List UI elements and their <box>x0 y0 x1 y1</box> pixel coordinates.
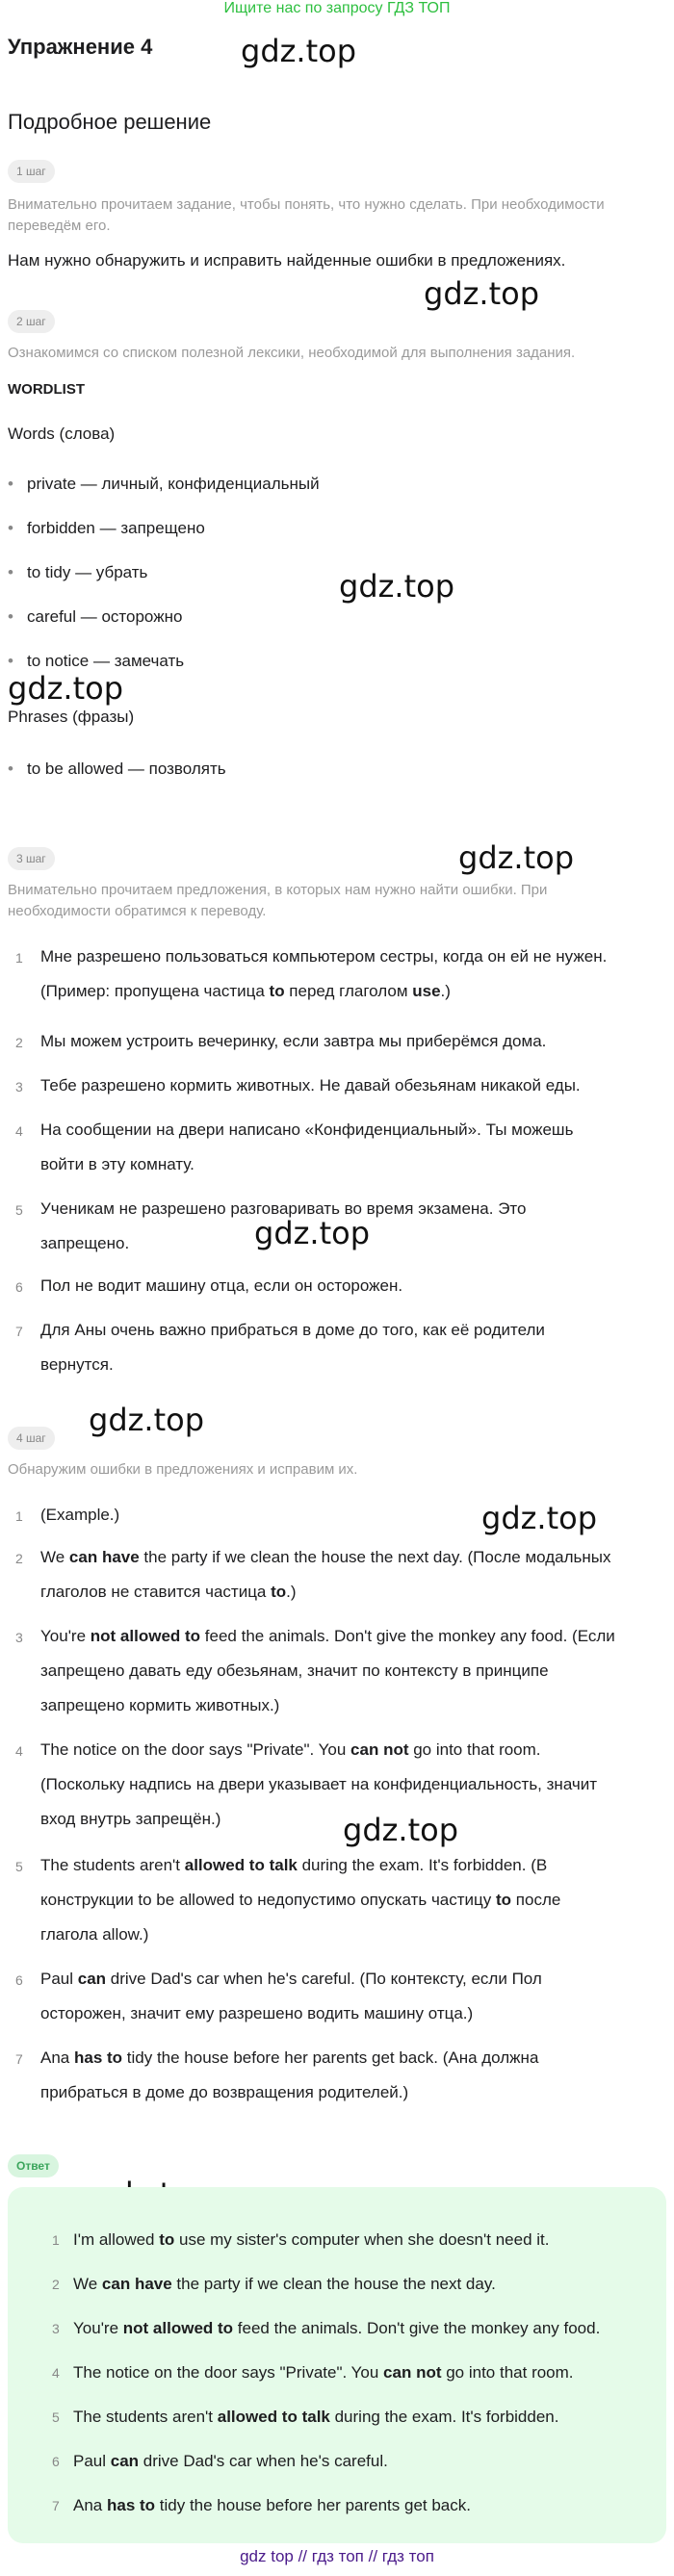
watermark: gdz.top <box>458 839 575 876</box>
top-banner[interactable]: Ищите нас по запросу ГДЗ ТОП <box>223 0 451 16</box>
phrases-label: Phrases (фразы) <box>8 708 135 726</box>
answer-item: The notice on the door says "Private". You can not go into that room. <box>73 2363 574 2382</box>
list-item: The notice on the door says "Private". You can not go into that room. (Поскольку надпись на двери указывает на конфиденциальность, значит вход внутрь запрещён.) <box>40 1740 598 1828</box>
list-item: Тебе разрешено кормить животных. Не давай обезьянам никакой еды. <box>40 1076 581 1095</box>
answer-chip: Ответ <box>8 2154 59 2177</box>
list-item: • to notice — замечать <box>27 649 184 674</box>
item-number: 6 <box>15 1279 23 1295</box>
item-number: 2 <box>15 1551 23 1566</box>
answer-item: I'm allowed to use my sister's computer when she doesn't need it. <box>73 2230 550 2249</box>
list-item: • private — личный, конфиденциальный <box>27 472 320 497</box>
step-hint: необходимости обратимся к переводу. <box>8 903 267 919</box>
item-number: 1 <box>15 950 23 966</box>
watermark: gdz.top <box>339 568 455 605</box>
list-item: The students aren't allowed to talk during the exam. It's forbidden. (В конструкции to be allowed to недопустимо опускать частицу to после глагола allow.) <box>40 1856 561 1944</box>
item-number: 5 <box>15 1202 23 1218</box>
step-hint: Обнаружим ошибки в предложениях и исправим их. <box>8 1461 358 1478</box>
list-item: Пол не водит машину отца, если он осторожен. <box>40 1276 403 1295</box>
watermark: gdz.top <box>481 1500 598 1536</box>
item-number: 7 <box>15 1324 23 1339</box>
list-item: • careful — осторожно <box>27 605 182 630</box>
step-hint: Внимательно прочитаем предложения, в которых нам нужно найти ошибки. При <box>8 882 548 898</box>
item-number: 7 <box>15 2051 23 2067</box>
item-number: 2 <box>52 2277 60 2292</box>
item-number: 4 <box>15 1743 23 1759</box>
list-item: Для Аны очень важно прибраться в доме до того, как её родители вернутся. <box>40 1321 545 1374</box>
watermark: gdz.top <box>8 670 124 707</box>
page-title: Упражнение 4 <box>8 35 153 59</box>
item-number: 7 <box>52 2498 60 2513</box>
answer-item: Paul can drive Dad's car when he's careful. <box>73 2452 388 2470</box>
item-number: 3 <box>52 2321 60 2336</box>
item-number: 5 <box>52 2409 60 2425</box>
item-number: 3 <box>15 1079 23 1095</box>
answer-item: The students aren't allowed to talk during the exam. It's forbidden. <box>73 2408 559 2426</box>
list-item: Мы можем устроить вечеринку, если завтра мы приберёмся дома. <box>40 1032 547 1050</box>
item-number: 1 <box>52 2232 60 2248</box>
step-chip: 4 шаг <box>8 1427 55 1450</box>
numbered-list <box>0 940 674 1382</box>
answer-item: We can have the party if we clean the house the next day. <box>73 2275 496 2293</box>
item-number: 4 <box>52 2365 60 2381</box>
watermark: gdz.top <box>343 1812 459 1848</box>
list-item: We can have the party if we clean the house the next day. (После модальных глаголов не ставится частица to.) <box>40 1548 611 1601</box>
step-chip: 3 шаг <box>8 847 55 870</box>
step-hint: Внимательно прочитаем задание, чтобы понять, что нужно сделать. При необходимости переведём его. <box>8 196 605 234</box>
answer-item: Ana has to tidy the house before her parents get back. <box>73 2496 471 2514</box>
wordlist-heading: WORDLIST <box>8 381 85 398</box>
step-hint: Ознакомимся со списком полезной лексики, необходимой для выполнения задания. <box>8 345 576 361</box>
words-label: Words (слова) <box>8 425 116 443</box>
list-item: • to tidy — убрать <box>27 560 147 585</box>
list-item: Ana has to tidy the house before her parents get back. (Ана должна прибраться в доме до возвращения родителей.) <box>40 2048 539 2101</box>
watermark: gdz.top <box>424 275 540 312</box>
section-title: Подробное решение <box>8 110 212 134</box>
list-item: • forbidden — запрещено <box>27 516 205 541</box>
list-item: You're not allowed to feed the animals. Don't give the monkey any food. (Если запрещено давать еду обезьянам, значит по контексту в принципе запрещено кормить животных.) <box>40 1627 615 1714</box>
item-number: 5 <box>15 1859 23 1874</box>
step-chip: 1 шаг <box>8 160 55 183</box>
step-text: Нам нужно обнаружить и исправить найденные ошибки в предложениях. <box>8 251 566 270</box>
list-item: На сообщении на двери написано «Конфиденциальный». Ты можешь войти в эту комнату. <box>40 1121 574 1173</box>
list-item: Ученикам не разрешено разговаривать во время экзамена. Это запрещено. <box>40 1199 527 1252</box>
list-item: • to be allowed — позволять <box>27 757 226 782</box>
watermark: gdz.top <box>241 33 357 69</box>
item-number: 6 <box>52 2454 60 2469</box>
answer-item: You're not allowed to feed the animals. Don't give the monkey any food. <box>73 2319 601 2337</box>
item-number: 6 <box>15 1972 23 1988</box>
item-number: 1 <box>15 1508 23 1524</box>
numbered-list <box>0 1498 674 2114</box>
list-item: (Example.) <box>40 1506 120 1524</box>
step-chip: 2 шаг <box>8 310 55 333</box>
watermark: gdz.top <box>89 1402 205 1438</box>
item-number: 2 <box>15 1035 23 1050</box>
item-number: 3 <box>15 1630 23 1645</box>
item-number: 4 <box>15 1123 23 1139</box>
answer-box <box>8 2187 666 2543</box>
footer-links[interactable]: gdz top // гдз топ // гдз топ <box>240 2547 434 2565</box>
list-item: Мне разрешено пользоваться компьютером сестры, когда он ей не нужен. (Пример: пропущена частица to перед глаголом use.) <box>40 947 608 1000</box>
watermark: gdz.top <box>254 1215 371 1251</box>
list-item: Paul can drive Dad's car when he's careful. (По контексту, если Пол осторожен, значит ему разрешено водить машину отца.) <box>40 1970 542 2022</box>
